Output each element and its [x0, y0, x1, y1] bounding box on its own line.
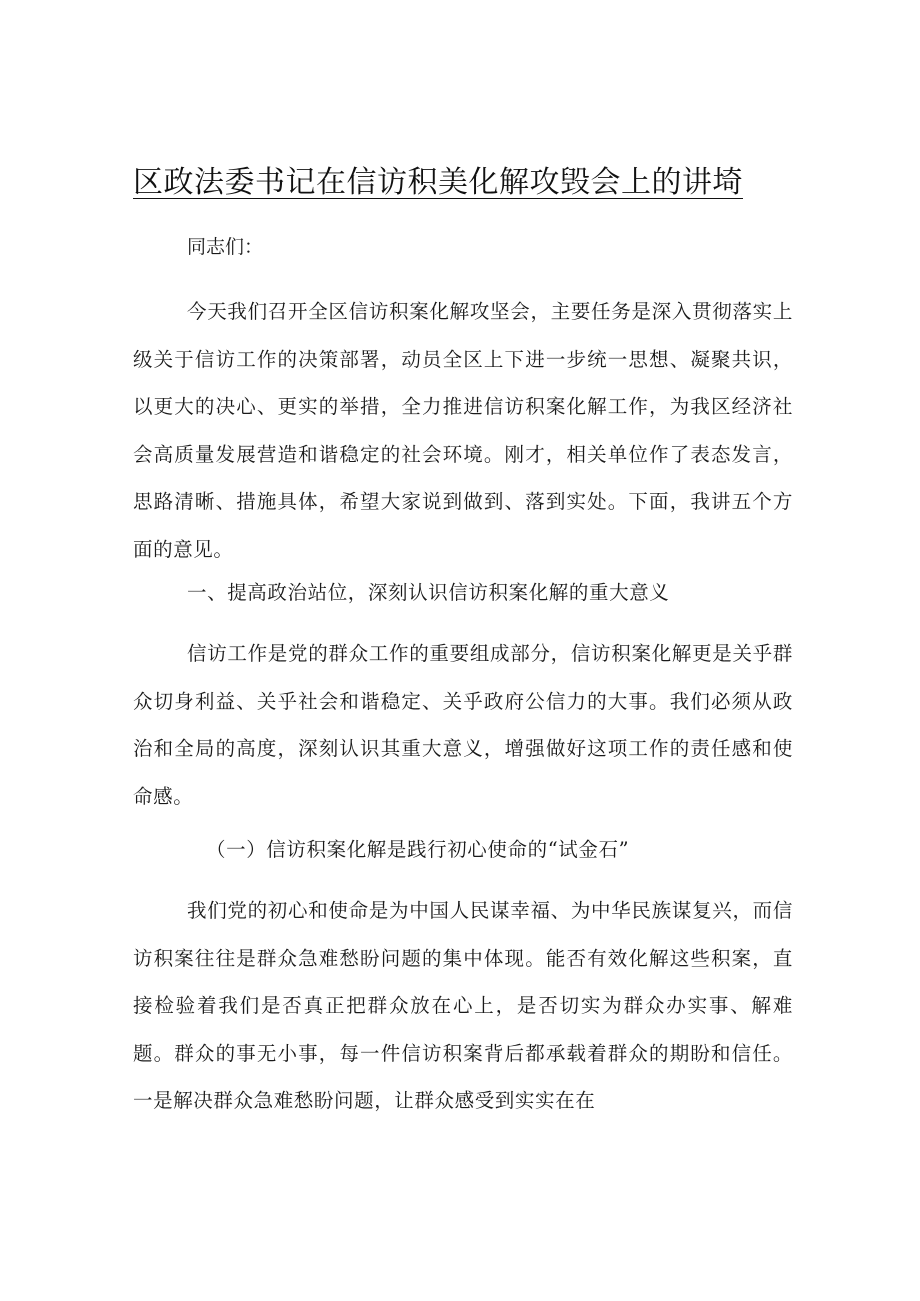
paragraph-intro: 今天我们召开全区信访积案化解攻坚会，主要任务是深入贯彻落实上级关于信访工作的决策部署，动员全区上下进一步统一思想、凝聚共识，以更大的决心、更实的举措，全力推进信访积案化解工作，为我区经济社会高质量发展营造和谐稳定的社会环境。刚才，相关单位作了表态发言，思路清晰、措施具体，希望大家说到做到、落到实处。下面，我讲五个方面的意见。: [133, 300, 793, 561]
salutation: 同志们：: [187, 236, 264, 258]
document-title: 区政法委书记在信访积美化解攻毁会上的讲埼: [133, 165, 743, 200]
section-heading-1: 一、提高政治站位，深刻认识信访积案化解的重大意义: [187, 581, 670, 604]
paragraph-section-1: 信访工作是党的群众工作的重要组成部分，信访积案化解更是关乎群众切身利益、关乎社会和谐稳定、关乎政府公信力的大事。我们必须从政治和全局的高度，深刻认识其重大意义，增强做好这项工作的责任感和使命感。: [133, 642, 793, 808]
paragraph-subsection-1: 我们党的初心和使命是为中国人民谋幸福、为中华民族谋复兴，而信访积案往往是群众急难愁盼问题的集中体现。能否有效化解这些积案，直接检验着我们是否真正把群众放在心上，是否切实为群众办实事、解难题。群众的事无小事，每一件信访积案背后都承载着群众的期盼和信任。一是解决群众急难愁盼问题，让群众感受到实实在在: [133, 899, 793, 1112]
subsection-heading-1: （一）信访积案化解是践行初心使命的“试金石”: [206, 838, 630, 861]
